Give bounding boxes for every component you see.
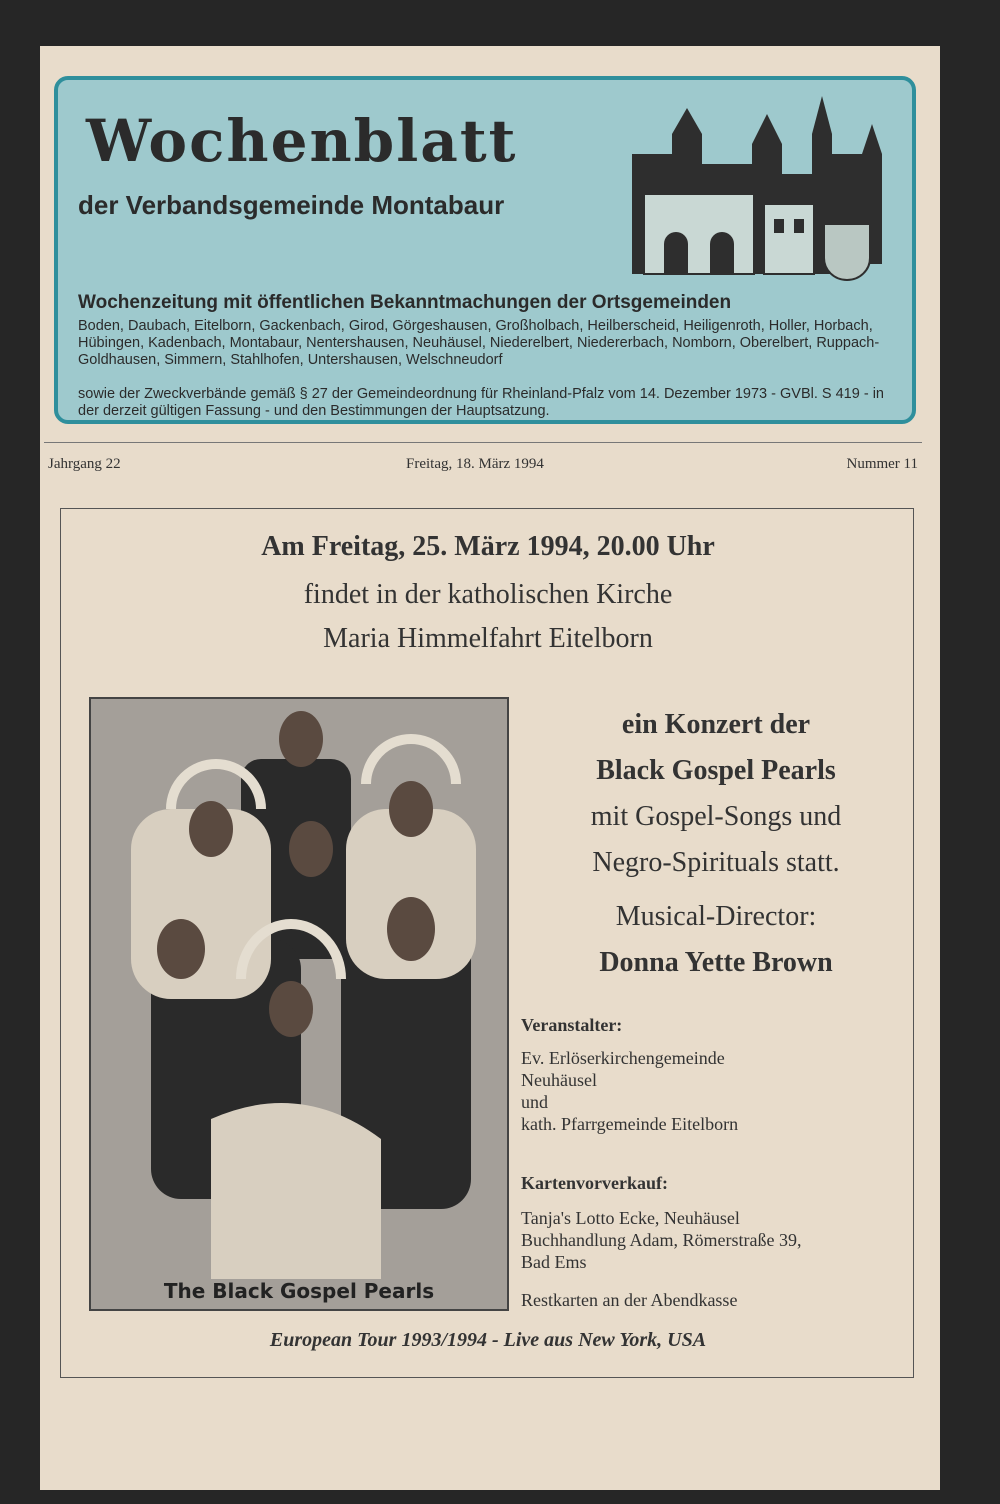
presale-list (521, 1207, 901, 1273)
group-photo-illustration (91, 699, 507, 1309)
issue-date: Freitag, 18. März 1994 (406, 456, 544, 472)
concert-line-1: ein Konzert der (621, 709, 811, 740)
ad-line-location: Maria Himmelfahrt Eitelborn (323, 623, 653, 654)
organizer-line: kath. Pfarrgemeinde Eitelborn (521, 1114, 739, 1134)
legal-notice: sowie der Zweckverbände gemäß § 27 der Gemeindeordnung für Rheinland-Pfalz vom 14. Dezember 1973 - GVBl. S 419 - in der derzeit gültigen Fassung - und den Bestimmungen der Hauptsatzung. (78, 386, 884, 419)
presale-line: Bad Ems (521, 1252, 587, 1272)
tour-tagline: European Tour 1993/1994 - Live aus New York, USA (269, 1329, 707, 1351)
presale-line: Tanja's Lotto Ecke, Neuhäusel (521, 1208, 740, 1228)
photo-caption: The Black Gospel Pearls (163, 1279, 435, 1303)
issue-info-bar (48, 456, 918, 478)
masthead (54, 76, 916, 424)
box-office-note: Restkarten an der Abendkasse (521, 1290, 738, 1310)
masthead-heading: Wochenzeitung mit öffentlichen Bekanntmachungen der Ortsgemeinden (78, 292, 732, 313)
organizer-list (521, 1047, 901, 1135)
organizer-line: und (521, 1092, 548, 1112)
town-skyline-illustration (624, 94, 894, 294)
presale-label: Kartenvorverkauf: (521, 1173, 668, 1193)
volume-label: Jahrgang 22 (48, 456, 121, 472)
issue-number: Nummer 11 (846, 456, 918, 472)
newspaper-page (40, 46, 940, 1490)
organizer-label: Veranstalter: (521, 1015, 623, 1035)
concert-band-name: Black Gospel Pearls (596, 755, 836, 786)
director-label: Musical-Director: (615, 901, 817, 932)
newspaper-title: Wochenblatt (86, 107, 518, 175)
organizer-line: Neuhäusel (521, 1070, 597, 1090)
municipalities-list: Boden, Daubach, Eitelborn, Gackenbach, Girod, Görgeshausen, Großholbach, Heilberscheid, Heiligenroth, Holler, Horbach, Hübingen, Kadenbach, Montabaur, Nentershausen, Neuhäusel, Niederelbert, Niedererbach, Nomborn, Oberelbert, Ruppach-Goldhausen, Simmern, Stahlhofen, Untershausen, Welschneudorf (78, 318, 880, 368)
concert-advertisement (60, 508, 914, 1378)
director-name: Donna Yette Brown (599, 947, 833, 978)
divider (44, 442, 922, 443)
group-photo (89, 697, 509, 1311)
presale-line: Buchhandlung Adam, Römerstraße 39, (521, 1230, 802, 1250)
ad-headline: Am Freitag, 25. März 1994, 20.00 Uhr (261, 531, 715, 562)
organizer-line: Ev. Erlöserkirchengemeinde (521, 1048, 725, 1068)
ad-line-church: findet in der katholischen Kirche (303, 579, 673, 610)
newspaper-subtitle: der Verbandsgemeinde Montabaur (78, 190, 505, 220)
concert-line-3: mit Gospel-Songs und (590, 801, 842, 832)
concert-line-4: Negro-Spirituals statt. (592, 847, 840, 878)
